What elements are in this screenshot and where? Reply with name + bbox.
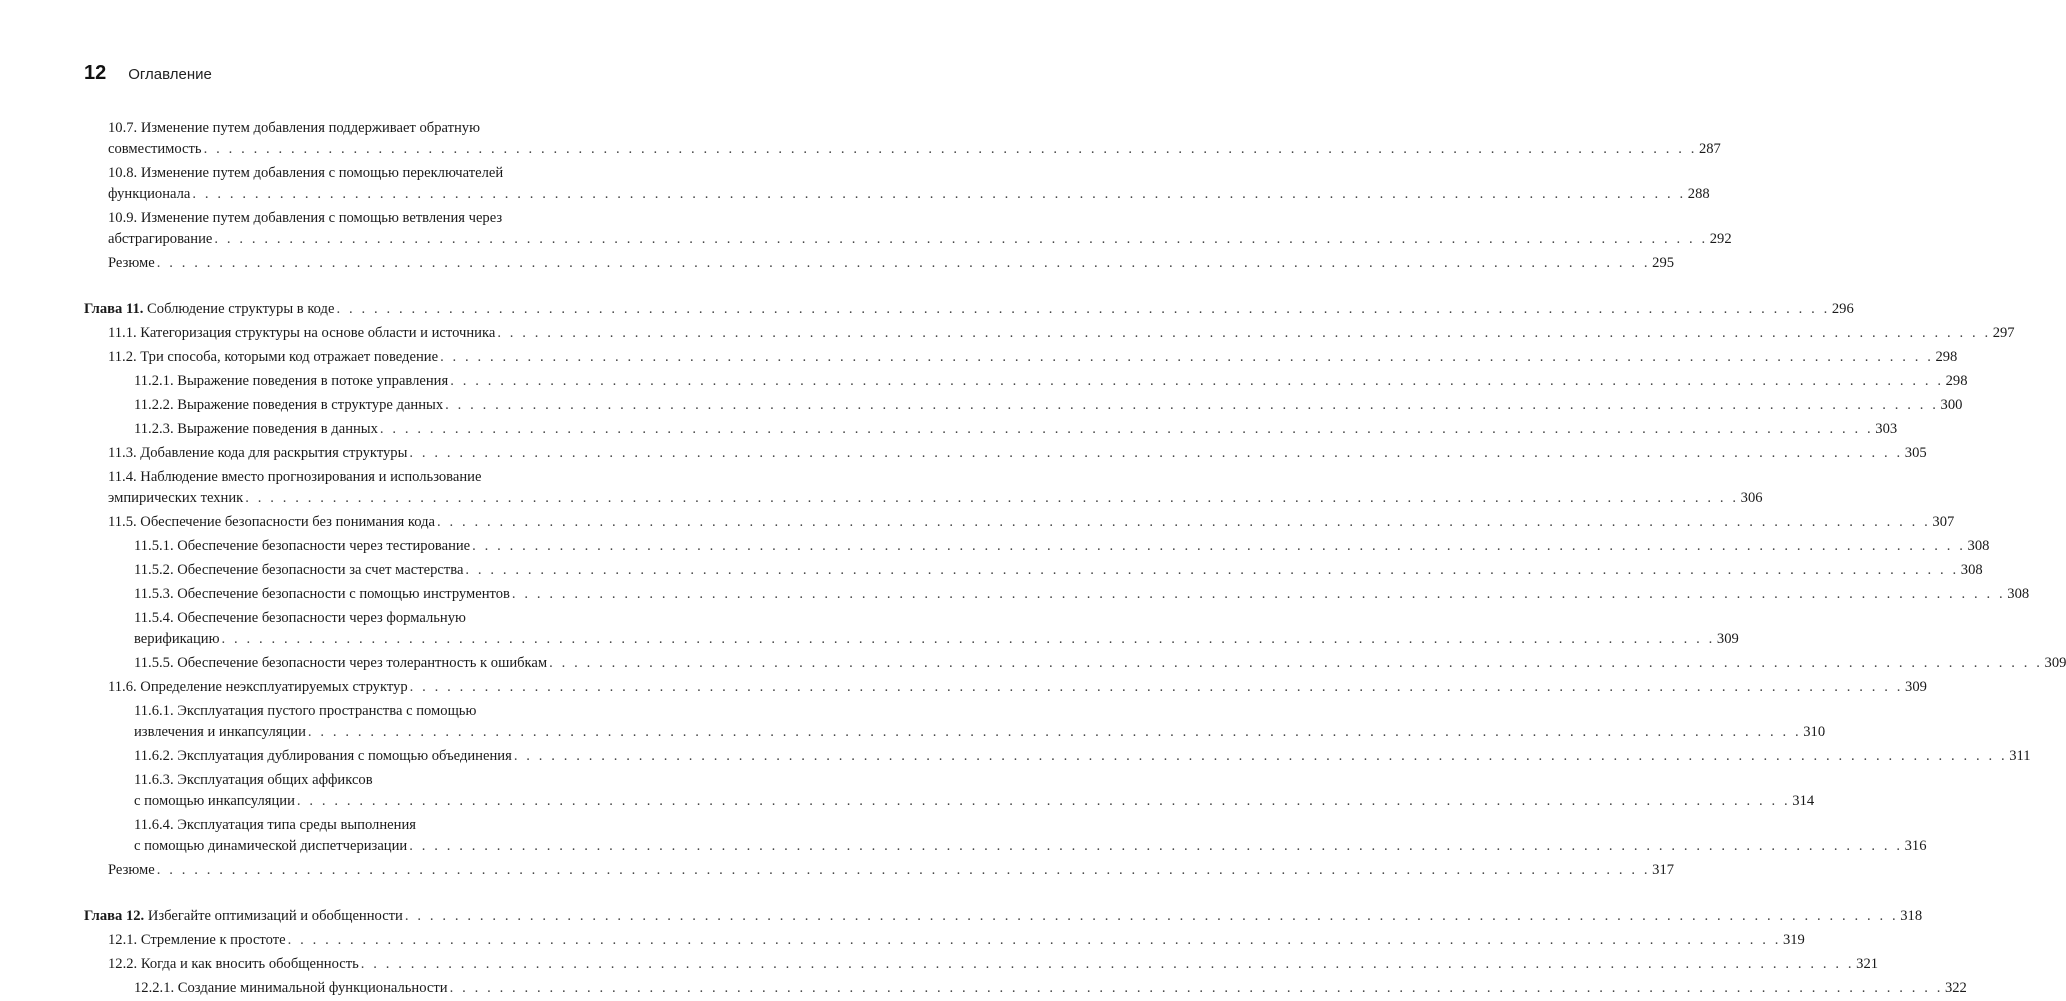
toc-entry-title xyxy=(134,560,463,581)
leader-dots: . . . . . . . . . . . . . . . . . . . . . . . . . . . . . . . . . . . . . . . . . . . . . . . . . . . . . . . . . . . . . . . . . . . . . . . . . . . . . . . . . . . . . . . . . . . . . . . . . . . . . . . . . . . . . . . . . . . . . . . . xyxy=(221,631,1715,647)
toc-page-number: 295 xyxy=(1652,255,1675,271)
leader-dots: . . . . . . . . . . . . . . . . . . . . . . . . . . . . . . . . . . . . . . . . . . . . . . . . . . . . . . . . . . . . . . . . . . . . . . . . . . . . . . . . . . . . . . . . . . . . . . . . . . . . . . . . . . . . . . . . . . . . . . . . xyxy=(192,186,1686,202)
toc-entry-text: 11.4. Наблюдение вместо прогнозирования и использование xyxy=(108,469,482,485)
toc-entry-title xyxy=(134,629,220,650)
toc-entry-title xyxy=(134,371,448,392)
toc-entry-text: 11.2.1. Выражение поведения в потоке управления xyxy=(134,373,449,389)
toc-entry xyxy=(134,701,1826,743)
toc-entry-title xyxy=(108,184,190,205)
toc-entry xyxy=(108,954,1879,975)
toc-page-number: 310 xyxy=(1803,724,1826,740)
toc-entry xyxy=(108,930,1805,951)
toc-entry-title xyxy=(84,906,403,927)
toc-entry-title xyxy=(84,299,334,320)
leader-dots: . . . . . . . . . . . . . . . . . . . . . . . . . . . . . . . . . . . . . . . . . . . . . . . . . . . . . . . . . . . . . . . . . . . . . . . . . . . . . . . . . . . . . . . . . . . . . . . . . . . . . . . . . . . . . . . . . . . . . . . . xyxy=(437,514,1931,530)
leader-dots: . . . . . . . . . . . . . . . . . . . . . . . . . . . . . . . . . . . . . . . . . . . . . . . . . . . . . . . . . . . . . . . . . . . . . . . . . . . . . . . . . . . . . . . . . . . . . . . . . . . . . . . . . . . . . . . . . . . . . . . . xyxy=(409,838,1903,854)
toc-page-number: 297 xyxy=(1992,325,2015,341)
toc-entry-title xyxy=(108,139,202,160)
toc-entry-text: 11.5.4. Обеспечение безопасности через формальную xyxy=(134,610,466,626)
toc-entry xyxy=(108,860,1675,881)
toc-entry-text: Резюме xyxy=(108,862,155,878)
leader-dots: . . . . . . . . . . . . . . . . . . . . . . . . . . . . . . . . . . . . . . . . . . . . . . . . . . . . . . . . . . . . . . . . . . . . . . . . . . . . . . . . . . . . . . . . . . . . . . . . . . . . . . . . . . . . . . . . . . . . . . . . xyxy=(409,445,1903,461)
leader-dots: . . . . . . . . . . . . . . . . . . . . . . . . . . . . . . . . . . . . . . . . . . . . . . . . . . . . . . . . . . . . . . . . . . . . . . . . . . . . . . . . . . . . . . . . . . . . . . . . . . . . . . . . . . . . . . . . . . . . . . . . xyxy=(497,325,1991,341)
leader-dots: . . . . . . . . . . . . . . . . . . . . . . . . . . . . . . . . . . . . . . . . . . . . . . . . . . . . . . . . . . . . . . . . . . . . . . . . . . . . . . . . . . . . . . . . . . . . . . . . . . . . . . . . . . . . . . . . . . . . . . . . xyxy=(156,862,1651,878)
toc-entry-text: 11.1. Категоризация структуры на основе области и источника xyxy=(108,325,496,341)
toc-entry-title xyxy=(108,229,212,250)
toc-entry-title xyxy=(134,978,448,999)
leader-dots: . . . . . . . . . . . . . . . . . . . . . . . . . . . . . . . . . . . . . . . . . . . . . . . . . . . . . . . . . . . . . . . . . . . . . . . . . . . . . . . . . . . . . . . . . . . . . . . . . . . . . . . . . . . . . . . . . . . . . . . . xyxy=(245,490,1739,506)
toc-page-number: 308 xyxy=(1967,538,1990,554)
toc-chapter xyxy=(84,299,1854,320)
toc-page-number: 308 xyxy=(2007,586,2030,602)
toc-entry xyxy=(108,347,1958,368)
toc-chapter xyxy=(84,906,1923,927)
leader-dots: . . . . . . . . . . . . . . . . . . . . . . . . . . . . . . . . . . . . . . . . . . . . . . . . . . . . . . . . . . . . . . . . . . . . . . . . . . . . . . . . . . . . . . . . . . . . . . . . . . . . . . . . . . . . . . . . . . . . . . . . xyxy=(409,679,1904,695)
leader-dots: . . . . . . . . . . . . . . . . . . . . . . . . . . . . . . . . . . . . . . . . . . . . . . . . . . . . . . . . . . . . . . . . . . . . . . . . . . . . . . . . . . . . . . . . . . . . . . . . . . . . . . . . . . . . . . . . . . . . . . . . xyxy=(472,538,1966,554)
toc-entry-title xyxy=(108,860,155,881)
toc-entry xyxy=(134,395,1963,416)
toc-entry-text: с помощью инкапсуляции xyxy=(134,793,295,809)
toc-page-number: 296 xyxy=(1831,301,1854,317)
toc-entry xyxy=(134,978,1967,999)
toc-page-number: 305 xyxy=(1904,445,1927,461)
leader-dots: . . . . . . . . . . . . . . . . . . . . . . . . . . . . . . . . . . . . . . . . . . . . . . . . . . . . . . . . . . . . . . . . . . . . . . . . . . . . . . . . . . . . . . . . . . . . . . . . . . . . . . . . . . . . . . . . . . . . . . . . xyxy=(203,141,1697,157)
toc-entry-text: верификацию xyxy=(134,631,220,647)
leader-dots: . . . . . . . . . . . . . . . . . . . . . . . . . . . . . . . . . . . . . . . . . . . . . . . . . . . . . . . . . . . . . . . . . . . . . . . . . . . . . . . . . . . . . . . . . . . . . . . . . . . . . . . . . . . . . . . . . . . . . . . . xyxy=(379,421,1874,437)
toc-page-number: 292 xyxy=(1709,231,1732,247)
toc-entry-text: абстрагирование xyxy=(108,231,213,247)
toc-entry-title xyxy=(134,584,510,605)
toc-entry xyxy=(134,584,2030,605)
toc-entry xyxy=(108,118,1721,160)
toc-entry xyxy=(108,253,1675,274)
chapter-label: Глава 12. xyxy=(84,908,145,924)
toc-page-number: 316 xyxy=(1904,838,1927,854)
toc-entry-title xyxy=(134,395,443,416)
toc-entry-text: 12.2.1. Создание минимальной функциональности xyxy=(134,980,448,996)
toc-entry xyxy=(108,208,1732,250)
toc-page-number: 307 xyxy=(1932,514,1955,530)
toc-entry-text: 11.6.1. Эксплуатация пустого пространства с помощью xyxy=(134,703,477,719)
toc-entry xyxy=(108,323,2015,344)
running-title: Оглавление xyxy=(128,66,212,83)
toc-entry-text: 11.5.2. Обеспечение безопасности за счет мастерства xyxy=(134,562,464,578)
toc-entry-title xyxy=(108,253,155,274)
toc-page-number: 298 xyxy=(1945,373,1968,389)
toc-page-number: 317 xyxy=(1652,862,1675,878)
toc-page-number: 288 xyxy=(1687,186,1710,202)
leader-dots: . . . . . . . . . . . . . . . . . . . . . . . . . . . . . . . . . . . . . . . . . . . . . . . . . . . . . . . . . . . . . . . . . . . . . . . . . . . . . . . . . . . . . . . . . . . . . . . . . . . . . . . . . . . . . . . . . . . . . . . . xyxy=(445,397,1939,413)
leader-dots: . . . . . . . . . . . . . . . . . . . . . . . . . . . . . . . . . . . . . . . . . . . . . . . . . . . . . . . . . . . . . . . . . . . . . . . . . . . . . . . . . . . . . . . . . . . . . . . . . . . . . . . . . . . . . . . . . . . . . . . . xyxy=(549,655,2043,671)
toc-entry xyxy=(134,560,1983,581)
toc-entry xyxy=(108,163,1710,205)
leader-dots: . . . . . . . . . . . . . . . . . . . . . . . . . . . . . . . . . . . . . . . . . . . . . . . . . . . . . . . . . . . . . . . . . . . . . . . . . . . . . . . . . . . . . . . . . . . . . . . . . . . . . . . . . . . . . . . . . . . . . . . . xyxy=(449,980,1943,996)
toc-page-number: 287 xyxy=(1698,141,1721,157)
toc-entry-title xyxy=(108,512,435,533)
toc-page-number: 322 xyxy=(1944,980,1967,996)
leader-dots: . . . . . . . . . . . . . . . . . . . . . . . . . . . . . . . . . . . . . . . . . . . . . . . . . . . . . . . . . . . . . . . . . . . . . . . . . . . . . . . . . . . . . . . . . . . . . . . . . . . . . . . . . . . . . . . . . . . . . . . . xyxy=(336,301,1830,317)
leader-dots: . . . . . . . . . . . . . . . . . . . . . . . . . . . . . . . . . . . . . . . . . . . . . . . . . . . . . . . . . . . . . . . . . . . . . . . . . . . . . . . . . . . . . . . . . . . . . . . . . . . . . . . . . . . . . . . . . . . . . . . . xyxy=(404,908,1899,924)
toc-entry-title xyxy=(134,536,470,557)
toc-entry-text: 11.5.3. Обеспечение безопасности с помощью инструментов xyxy=(134,586,510,602)
toc-entry-text: 11.6.4. Эксплуатация типа среды выполнения xyxy=(134,817,416,833)
toc-entry-title xyxy=(134,791,295,812)
toc-entry-text: 11.5.1. Обеспечение безопасности через тестирование xyxy=(134,538,471,554)
toc-entry-title xyxy=(108,954,359,975)
toc-entry-text: 11.6.2. Эксплуатация дублирования с помощью объединения xyxy=(134,748,512,764)
toc-entry-title xyxy=(108,443,407,464)
toc-entry xyxy=(134,770,1815,812)
toc-entry-text: совместимость xyxy=(108,141,202,157)
toc-entry-text: функционала xyxy=(108,186,191,202)
toc-entry-title xyxy=(108,323,495,344)
toc-entry xyxy=(134,419,1898,440)
toc-entry-title xyxy=(108,347,438,368)
toc-entry-text: Соблюдение структуры в коде xyxy=(147,301,335,317)
toc-entry-text: 11.2.2. Выражение поведения в структуре данных xyxy=(134,397,444,413)
toc-entry xyxy=(134,608,1739,650)
toc-page-number: 303 xyxy=(1875,421,1898,437)
toc-entry-text: 11.2.3. Выражение поведения в данных xyxy=(134,421,378,437)
toc-entry-title xyxy=(108,930,286,951)
toc-entry xyxy=(134,536,1990,557)
toc-entry xyxy=(134,653,2066,674)
toc-page-number: 311 xyxy=(2009,748,2031,764)
leader-dots: . . . . . . . . . . . . . . . . . . . . . . . . . . . . . . . . . . . . . . . . . . . . . . . . . . . . . . . . . . . . . . . . . . . . . . . . . . . . . . . . . . . . . . . . . . . . . . . . . . . . . . . . . . . . . . . . . . . . . . . . xyxy=(450,373,1944,389)
toc-entry-text: 10.7. Изменение путем добавления поддерживает обратную xyxy=(108,120,480,136)
leader-dots: . . . . . . . . . . . . . . . . . . . . . . . . . . . . . . . . . . . . . . . . . . . . . . . . . . . . . . . . . . . . . . . . . . . . . . . . . . . . . . . . . . . . . . . . . . . . . . . . . . . . . . . . . . . . . . . . . . . . . . . . xyxy=(440,349,1934,365)
toc-entry-title xyxy=(108,677,408,698)
toc-entry-text: 11.6. Определение неэксплуатируемых структур xyxy=(108,679,408,695)
toc-page-number: 306 xyxy=(1740,490,1763,506)
leader-dots: . . . . . . . . . . . . . . . . . . . . . . . . . . . . . . . . . . . . . . . . . . . . . . . . . . . . . . . . . . . . . . . . . . . . . . . . . . . . . . . . . . . . . . . . . . . . . . . . . . . . . . . . . . . . . . . . . . . . . . . . xyxy=(513,748,2008,764)
toc-entry xyxy=(108,512,1955,533)
toc-entry-text: 11.5. Обеспечение безопасности без понимания кода xyxy=(108,514,436,530)
chapter-label: Глава 11. xyxy=(84,301,144,317)
toc-page-number: 309 xyxy=(2044,655,2066,671)
page-header xyxy=(84,62,212,85)
toc-page-number: 309 xyxy=(1716,631,1739,647)
toc-entry-text: с помощью динамической диспетчеризации xyxy=(134,838,408,854)
toc-entry-text: 11.2. Три способа, которыми код отражает поведение xyxy=(108,349,439,365)
toc-entry-text: Избегайте оптимизаций и обобщенности xyxy=(147,908,403,924)
toc-entry-text: 11.5.5. Обеспечение безопасности через толерантность к ошибкам xyxy=(134,655,548,671)
leader-dots: . . . . . . . . . . . . . . . . . . . . . . . . . . . . . . . . . . . . . . . . . . . . . . . . . . . . . . . . . . . . . . . . . . . . . . . . . . . . . . . . . . . . . . . . . . . . . . . . . . . . . . . . . . . . . . . . . . . . . . . . xyxy=(360,956,1855,972)
toc-entry-title xyxy=(134,836,407,857)
toc-page-number: 300 xyxy=(1940,397,1963,413)
toc-entry-text: Резюме xyxy=(108,255,155,271)
toc-entry xyxy=(134,371,1968,392)
toc-entry xyxy=(108,677,1927,698)
toc-entry-text: 11.6.3. Эксплуатация общих аффиксов xyxy=(134,772,373,788)
toc-page-number: 314 xyxy=(1792,793,1815,809)
toc-entry-text: 12.2. Когда и как вносить обобщенность xyxy=(108,956,359,972)
toc-entry-title xyxy=(134,722,306,743)
toc-page-number: 319 xyxy=(1782,932,1805,948)
leader-dots: . . . . . . . . . . . . . . . . . . . . . . . . . . . . . . . . . . . . . . . . . . . . . . . . . . . . . . . . . . . . . . . . . . . . . . . . . . . . . . . . . . . . . . . . . . . . . . . . . . . . . . . . . . . . . . . . . . . . . . . . xyxy=(465,562,1959,578)
toc-entry-text: извлечения и инкапсуляции xyxy=(134,724,306,740)
toc-entry xyxy=(134,815,1927,857)
leader-dots: . . . . . . . . . . . . . . . . . . . . . . . . . . . . . . . . . . . . . . . . . . . . . . . . . . . . . . . . . . . . . . . . . . . . . . . . . . . . . . . . . . . . . . . . . . . . . . . . . . . . . . . . . . . . . . . . . . . . . . . . xyxy=(156,255,1651,271)
toc-page-number: 298 xyxy=(1935,349,1958,365)
toc-entry-title xyxy=(134,419,378,440)
toc-entry xyxy=(108,467,1763,509)
toc-entry xyxy=(108,443,1927,464)
leader-dots: . . . . . . . . . . . . . . . . . . . . . . . . . . . . . . . . . . . . . . . . . . . . . . . . . . . . . . . . . . . . . . . . . . . . . . . . . . . . . . . . . . . . . . . . . . . . . . . . . . . . . . . . . . . . . . . . . . . . . . . . xyxy=(307,724,1802,740)
toc-entry-title xyxy=(134,653,547,674)
toc-entry-text: эмпирических техник xyxy=(108,490,244,506)
leader-dots: . . . . . . . . . . . . . . . . . . . . . . . . . . . . . . . . . . . . . . . . . . . . . . . . . . . . . . . . . . . . . . . . . . . . . . . . . . . . . . . . . . . . . . . . . . . . . . . . . . . . . . . . . . . . . . . . . . . . . . . . xyxy=(287,932,1781,948)
toc-page-number: 318 xyxy=(1900,908,1923,924)
toc-page-number: 309 xyxy=(1905,679,1927,695)
leader-dots: . . . . . . . . . . . . . . . . . . . . . . . . . . . . . . . . . . . . . . . . . . . . . . . . . . . . . . . . . . . . . . . . . . . . . . . . . . . . . . . . . . . . . . . . . . . . . . . . . . . . . . . . . . . . . . . . . . . . . . . . xyxy=(511,586,2006,602)
toc-entry xyxy=(134,746,2031,767)
toc-entry-text: 10.9. Изменение путем добавления с помощью ветвления через xyxy=(108,210,503,226)
toc-entry-title xyxy=(108,488,243,509)
page-number: 12 xyxy=(84,62,107,84)
toc-page-number: 321 xyxy=(1856,956,1879,972)
toc-entry-text: 10.8. Изменение путем добавления с помощью переключателей xyxy=(108,165,504,181)
toc-entry-text: 12.1. Стремление к простоте xyxy=(108,932,286,948)
toc-page-number: 308 xyxy=(1960,562,1983,578)
toc-entry-text: 11.3. Добавление кода для раскрытия структуры xyxy=(108,445,408,461)
toc-entry-title xyxy=(134,746,512,767)
leader-dots: . . . . . . . . . . . . . . . . . . . . . . . . . . . . . . . . . . . . . . . . . . . . . . . . . . . . . . . . . . . . . . . . . . . . . . . . . . . . . . . . . . . . . . . . . . . . . . . . . . . . . . . . . . . . . . . . . . . . . . . . xyxy=(296,793,1791,809)
leader-dots: . . . . . . . . . . . . . . . . . . . . . . . . . . . . . . . . . . . . . . . . . . . . . . . . . . . . . . . . . . . . . . . . . . . . . . . . . . . . . . . . . . . . . . . . . . . . . . . . . . . . . . . . . . . . . . . . . . . . . . . . xyxy=(214,231,1708,247)
